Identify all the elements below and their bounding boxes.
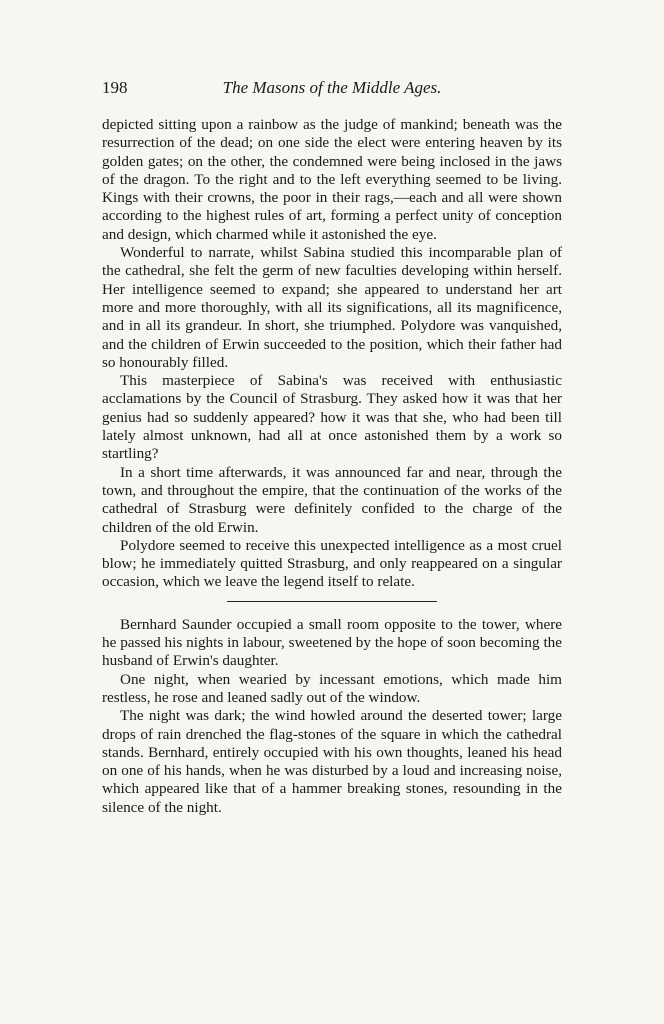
running-title: The Masons of the Middle Ages. <box>222 78 442 97</box>
paragraph: Polydore seemed to receive this unexpected intelligence as a most cruel blow; he immediately quitted Strasburg, and only reappeared on a singular occasion, which we leave the legend itself to relate. <box>102 536 562 591</box>
section-two <box>102 616 562 817</box>
book-page <box>102 78 562 817</box>
paragraph: Bernhard Saunder occupied a small room opposite to the tower, where he passed his nights in labour, sweetened by the hope of soon becoming the husband of Erwin's daughter. <box>102 615 562 670</box>
section-one <box>102 116 562 592</box>
section-divider <box>227 601 437 602</box>
page-number: 198 <box>102 78 128 97</box>
paragraph: In a short time afterwards, it was announced far and near, through the town, and throughout the empire, that the continuation of the works of the cathedral of Strasburg were definitely confided to the charge of the children of the old Erwin. <box>102 463 562 536</box>
paragraph: The night was dark; the wind howled around the deserted tower; large drops of rain drenched the flag-stones of the square in which the cathedral stands. Bernhard, entirely occupied with his own thoughts, leaned his head on one of his hands, when he was disturbed by a loud and increasing noise, which appeared like that of a hammer breaking stones, resounding in the silence of the night. <box>102 707 562 816</box>
paragraph: Wonderful to narrate, whilst Sabina studied this incomparable plan of the cathedral, she felt the germ of new faculties developing within herself. Her intelligence seemed to expand; she appeared to understand her art more and more thoroughly, with all its significations, all its magnificence, and in all its grandeur. In short, she triumphed. Polydore was vanquished, and the children of Erwin succeeded to the position, which their father had so honourably filled. <box>102 244 562 371</box>
page-header <box>102 78 562 106</box>
paragraph: This masterpiece of Sabina's was received with enthusiastic acclamations by the Council of Strasburg. They asked how it was that her genius had so suddenly appeared? how it was that she, who had been till lately almost unknown, had all at once astonished them by a work so startling? <box>102 372 562 463</box>
paragraph: One night, when wearied by incessant emotions, which made him restless, he rose and leaned sadly out of the window. <box>102 670 562 706</box>
paragraph: depicted sitting upon a rainbow as the judge of mankind; beneath was the resurrection of the dead; on one side the elect were entering heaven by its golden gates; on the other, the condemned were being inclosed in the jaws of the dragon. To the right and to the left everything seemed to be living. Kings with their crowns, the poor in their rags,—each and all were shown according to the highest rules of art, forming a perfect unity of conception and design, which charmed while it astonished the eye. <box>102 116 562 243</box>
